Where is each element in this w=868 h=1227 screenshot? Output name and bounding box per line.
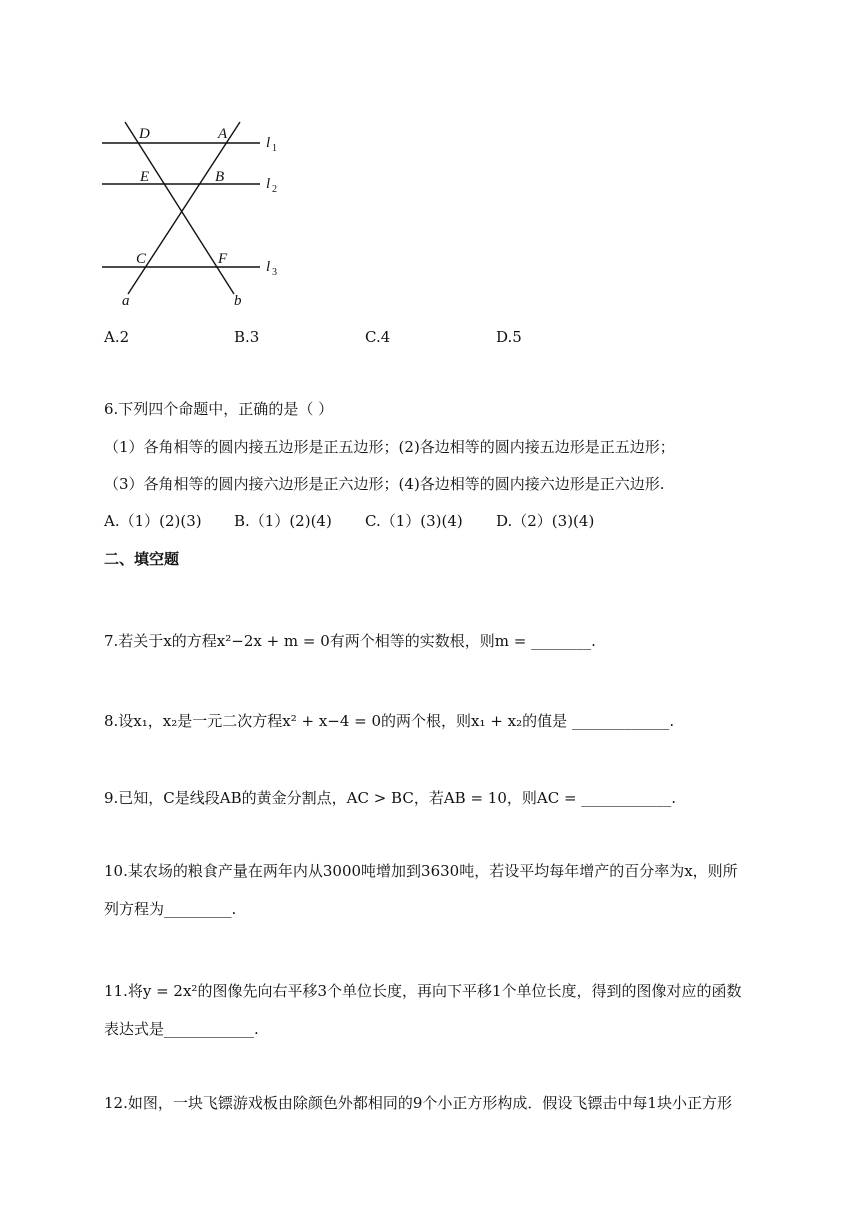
question-11-line-2: 表达式是____________. bbox=[104, 1020, 259, 1038]
geometry-diagram bbox=[96, 112, 296, 312]
label-l1: l bbox=[266, 135, 271, 151]
question-8: 8.设x₁，x₂是一元二次方程x² + x−4 = 0的两个根，则x₁ + x₂的值是 _____________. bbox=[104, 712, 675, 730]
transversal-a bbox=[128, 122, 240, 294]
point-C: C bbox=[136, 251, 147, 267]
label-l2: l bbox=[266, 176, 271, 192]
q5-option-a[interactable]: A.2 bbox=[104, 328, 130, 346]
point-A: A bbox=[218, 126, 228, 142]
question-7: 7.若关于x的方程x²−2x + m = 0有两个相等的实数根，则m = ________. bbox=[104, 632, 596, 650]
question-10-line-1: 10.某农场的粮食产量在两年内从3000吨增加到3630吨，若设平均每年增产的百分率为x，则所 bbox=[104, 862, 738, 880]
q6-stem: 6.下列四个命题中，正确的是（ ） bbox=[104, 400, 334, 418]
q6-option-a[interactable]: A.（1）(2)(3) bbox=[104, 512, 202, 530]
question-9: 9.已知，C是线段AB的黄金分割点，AC > BC，若AB = 10，则AC = ____________. bbox=[104, 789, 677, 807]
label-l3: l bbox=[266, 259, 271, 275]
label-b: b bbox=[234, 293, 242, 309]
label-a: a bbox=[122, 293, 130, 309]
q6-option-d[interactable]: D.（2）(3)(4) bbox=[496, 512, 595, 530]
q6-option-b[interactable]: B.（1）(2)(4) bbox=[234, 512, 332, 530]
point-B: B bbox=[215, 169, 225, 185]
label-l3-sub: 3 bbox=[272, 267, 277, 278]
q6-option-c[interactable]: C.（1）(3)(4) bbox=[365, 512, 463, 530]
question-11-line-1: 11.将y = 2x²的图像先向右平移3个单位长度，再向下平移1个单位长度，得到的图像对应的函数 bbox=[104, 982, 742, 1000]
label-l1-sub: 1 bbox=[272, 143, 277, 154]
section-heading: 二、填空题 bbox=[104, 550, 180, 568]
label-l2-sub: 2 bbox=[272, 184, 277, 195]
q6-proposition-line-1: （1）各角相等的圆内接五边形是正五边形；(2)各边相等的圆内接五边形是正五边形； bbox=[104, 438, 675, 456]
transversal-b bbox=[125, 122, 234, 294]
q5-option-c[interactable]: C.4 bbox=[365, 328, 391, 346]
point-E: E bbox=[140, 169, 150, 185]
question-10-line-2: 列方程为_________. bbox=[104, 900, 237, 918]
question-12-line-1: 12.如图，一块飞镖游戏板由除颜色外都相同的9个小正方形构成．假设飞镖击中每1块小正方形 bbox=[104, 1094, 732, 1112]
q5-option-d[interactable]: D.5 bbox=[496, 328, 522, 346]
point-D: D bbox=[139, 126, 150, 142]
parallel-lines-figure bbox=[96, 112, 296, 312]
q6-proposition-line-2: （3）各角相等的圆内接六边形是正六边形；(4)各边相等的圆内接六边形是正六边形. bbox=[104, 475, 665, 493]
q5-option-b[interactable]: B.3 bbox=[234, 328, 260, 346]
point-F: F bbox=[218, 251, 228, 267]
